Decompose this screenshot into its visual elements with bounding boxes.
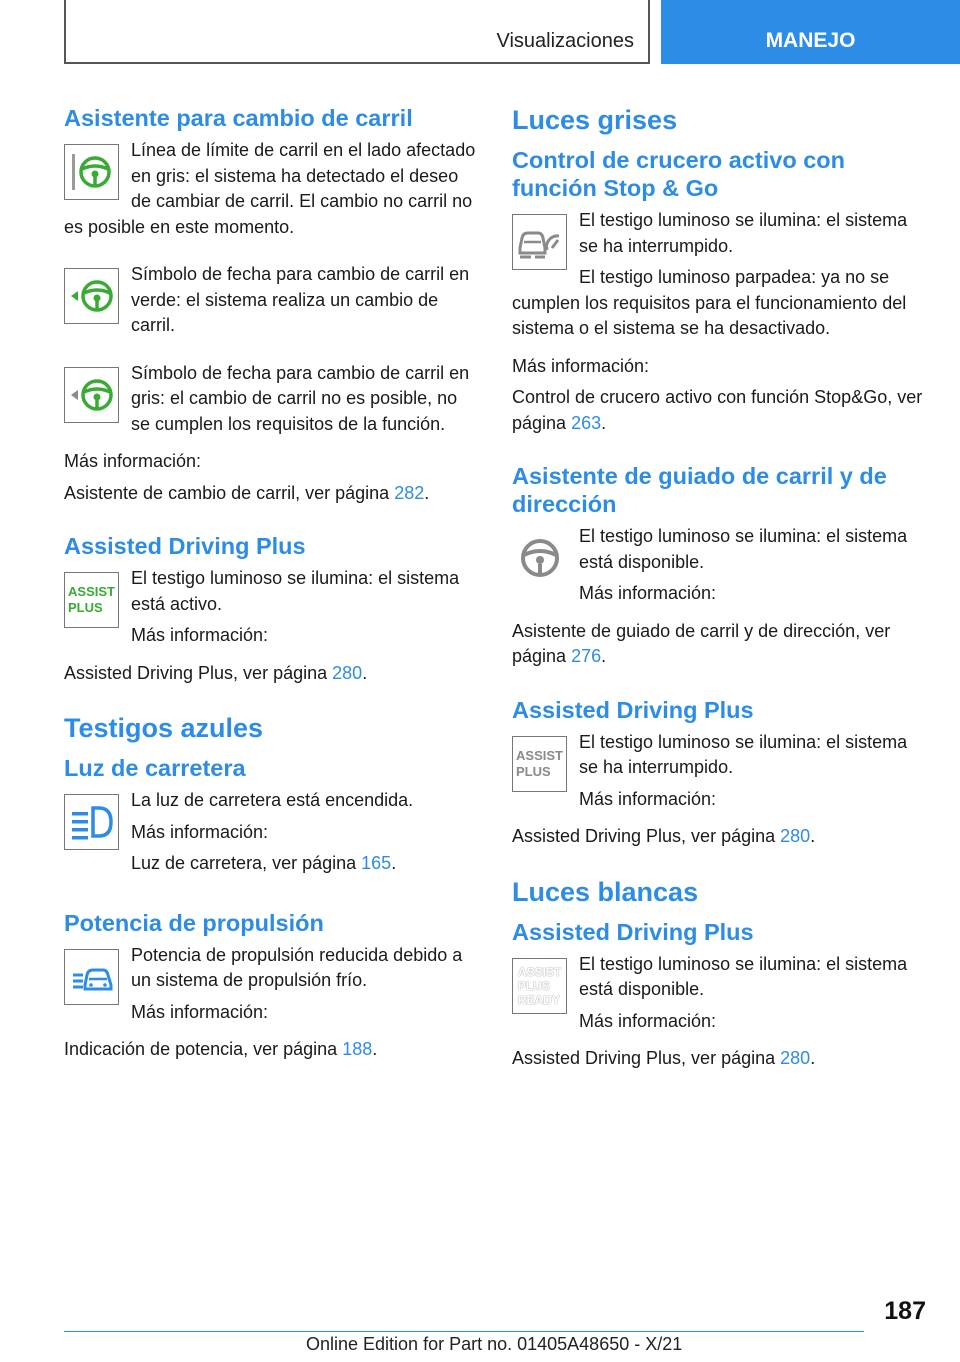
steering-assist-text: El testigo luminoso se ilumina: el sistema está disponible. xyxy=(579,526,908,572)
steering-wheel-lane-icon xyxy=(64,144,119,200)
lane-change-entry-2 xyxy=(64,262,478,345)
adp-white-entry xyxy=(512,952,928,1041)
steering-assist-page-link[interactable]: 276 xyxy=(571,646,602,666)
adp-more-info: Más información: xyxy=(131,625,269,645)
adp-white-heading: Assisted Driving Plus xyxy=(512,918,754,945)
reduced-power-car-icon xyxy=(64,949,119,1005)
header-chapter-label: MANEJO xyxy=(765,29,856,52)
page-number: 187 xyxy=(884,1297,926,1325)
adp-grey-page-link[interactable]: 280 xyxy=(780,826,811,846)
assist-plus-ready-label: ASSIST PLUS READY xyxy=(517,964,562,1007)
header-section-box xyxy=(64,0,650,64)
lane-change-page-link[interactable]: 282 xyxy=(394,482,425,503)
steering-assist-heading: Asistente de guiado de carril y de dirección xyxy=(512,463,887,517)
lane-change-text-3: Símbolo de fecha para cambio de carril en gris: el cambio de carril no es posible, no se cumplen los requisitos de la función. xyxy=(131,362,470,434)
power-ref-text: Indicación de potencia, ver página xyxy=(64,1039,338,1059)
steering-assist-entry xyxy=(512,524,928,613)
adp-white-ref-text: Assisted Driving Plus, ver página xyxy=(512,1048,776,1068)
high-beam-ref-text: Luz de carretera, ver página xyxy=(131,853,357,873)
high-beam-entry xyxy=(64,788,478,883)
acc-more-info: Más información: xyxy=(512,355,650,376)
assist-plus-label: ASSIST PLUS xyxy=(68,584,115,615)
adp-grey-reference: Assisted Driving Plus, ver página 280. xyxy=(512,826,816,846)
lane-change-entry-1 xyxy=(64,138,478,246)
power-entry xyxy=(64,943,478,1032)
high-beam-more-info: Más información: xyxy=(131,821,269,842)
adp-heading: Assisted Driving Plus xyxy=(64,533,306,559)
cruise-control-car-icon xyxy=(512,214,567,270)
adp-white-page-link[interactable]: 280 xyxy=(780,1048,811,1068)
acc-reference: Control de crucero activo con función Stop&Go, ver página 263. xyxy=(512,387,923,433)
adp-grey-more-info: Más información: xyxy=(579,788,717,809)
lane-change-reference: Asistente de cambio de carril, ver página 282. xyxy=(64,482,430,503)
adp-ref-text: Assisted Driving Plus, ver página xyxy=(64,662,328,683)
assist-plus-ready-icon xyxy=(512,958,567,1014)
high-beam-page-link[interactable]: 165 xyxy=(361,853,392,873)
header-section-title: Visualizaciones xyxy=(496,30,634,52)
blue-lights-heading: Testigos azules xyxy=(64,713,264,743)
power-heading: Potencia de propulsión xyxy=(64,909,324,936)
lane-change-text-2: Símbolo de fecha para cambio de carril en verde: el sistema realiza un cambio de carril. xyxy=(131,264,470,335)
high-beam-text: La luz de carretera está encendida. xyxy=(131,790,414,810)
footer-divider xyxy=(64,1331,864,1332)
assist-plus-green-icon xyxy=(64,572,119,628)
power-more-info: Más información: xyxy=(131,1001,269,1022)
adp-grey-entry xyxy=(512,730,928,819)
adp-text: El testigo luminoso se ilumina: el sistema está activo. xyxy=(131,568,460,614)
adp-grey-heading: Assisted Driving Plus xyxy=(512,696,754,723)
lane-change-entry-3 xyxy=(64,361,478,444)
right-column xyxy=(512,100,928,1078)
grey-lights-heading: Luces grises xyxy=(512,105,678,135)
acc-page-link[interactable]: 263 xyxy=(571,412,602,433)
assist-plus-grey-icon xyxy=(512,736,567,792)
adp-white-reference: Assisted Driving Plus, ver página 280. xyxy=(512,1048,816,1068)
steering-wheel-arrow-grey-icon xyxy=(64,367,119,423)
adp-reference: Assisted Driving Plus, ver página 280. xyxy=(64,662,368,683)
steering-wheel-arrow-green-icon xyxy=(64,268,119,324)
high-beam-heading: Luz de carretera xyxy=(64,755,246,781)
acc-text-2: El testigo luminoso parpadea: ya no se cumplen los requisitos para el funcionamiento del sistema o el sistema se ha desactivado. xyxy=(512,267,907,338)
acc-text-1: El testigo luminoso se ilumina: el sistema se ha interrumpido. xyxy=(579,210,908,256)
lane-change-more-info: Más información: xyxy=(64,451,202,471)
steering-assist-ref-text: Asistente de guiado de carril y de dirección, ver página xyxy=(512,620,891,666)
adp-grey-ref-text: Assisted Driving Plus, ver página xyxy=(512,826,776,846)
power-page-link[interactable]: 188 xyxy=(342,1039,373,1059)
lane-change-heading: Asistente para cambio de carril xyxy=(64,105,413,131)
power-text: Potencia de propulsión reducida debido a un sistema de propulsión frío. xyxy=(131,944,463,990)
steering-assist-more-info: Más información: xyxy=(579,583,717,603)
lane-change-text-1: Línea de límite de carril en el lado afectado en gris: el sistema ha detectado el deseo de cambiar de carril. El cambio no carril no es posible en este momento. xyxy=(64,140,476,237)
steering-assist-reference: Asistente de guiado de carril y de dirección, ver página 276. xyxy=(512,620,891,666)
adp-grey-text: El testigo luminoso se ilumina: el sistema se ha interrumpido. xyxy=(579,731,908,777)
steering-wheel-grey-icon xyxy=(512,530,567,586)
white-lights-heading: Luces blancas xyxy=(512,876,699,907)
high-beam-reference: Luz de carretera, ver página 165. xyxy=(131,853,397,873)
left-column xyxy=(64,100,478,1069)
adp-page-link[interactable]: 280 xyxy=(332,662,363,683)
adp-entry xyxy=(64,566,478,655)
power-reference: Indicación de potencia, ver página 188. xyxy=(64,1039,378,1059)
page-header xyxy=(0,0,960,66)
acc-entry xyxy=(512,208,928,348)
high-beam-icon xyxy=(64,794,119,850)
acc-heading: Control de crucero activo con función Stop & Go xyxy=(512,147,845,201)
header-chapter-tab[interactable] xyxy=(661,0,960,64)
adp-white-more-info: Más información: xyxy=(579,1010,717,1031)
lane-change-ref-text: Asistente de cambio de carril, ver página xyxy=(64,482,390,503)
footer-edition: Online Edition for Part no. 01405A48650 - X/21 xyxy=(306,1334,683,1354)
acc-ref-text: Control de crucero activo con función Stop&Go, ver página xyxy=(512,387,923,433)
assist-plus-grey-label: ASSIST PLUS xyxy=(516,747,563,779)
adp-white-text: El testigo luminoso se ilumina: el sistema está disponible. xyxy=(579,953,908,999)
